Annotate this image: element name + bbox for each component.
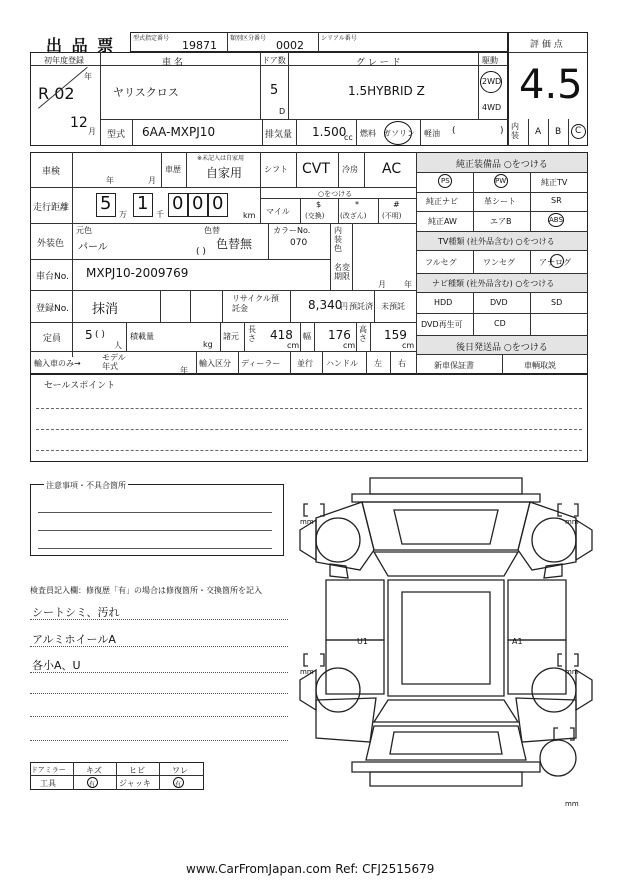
reg-month-unit: 月 [88, 127, 96, 136]
dealer-option: ディーラー [241, 359, 281, 368]
model-year-unit: 年 [180, 366, 188, 375]
navi-sd: SD [551, 298, 563, 307]
recycle-unpaid: 未預託 [381, 302, 405, 311]
legend-tools: 工具 [40, 779, 56, 788]
shift-label: シフト [264, 165, 288, 174]
docs-warranty: 新車保証書 [434, 361, 474, 370]
mile-option: マイル [266, 207, 290, 216]
navi-cd: CD [494, 319, 506, 328]
history-value: 自家用 [206, 166, 243, 180]
capacity-value: 5 [85, 328, 93, 342]
history-note: ※未記入は自家用 [197, 155, 245, 162]
height-unit: cm [402, 341, 415, 350]
navi-hdd: HDD [434, 298, 453, 307]
exterior-color-label: 外装色 [37, 239, 65, 249]
import-class-label: 輸入区分 [199, 359, 231, 368]
tv-title: TV種類 (社外品含む) ○をつける [438, 237, 555, 246]
sales-points-label: セールスポイント [44, 381, 116, 391]
length-value: 418 [270, 328, 293, 342]
drive-4wd: 4WD [482, 103, 502, 112]
name-change-month-unit: 月 [378, 280, 386, 289]
model-value: 6AA-MXPJ10 [142, 125, 216, 139]
capacity-label: 定員 [43, 334, 62, 344]
equipment-title: 純正装備品 ○をつける [456, 160, 548, 170]
mileage-digit-2: 1 [137, 193, 149, 214]
recycle-label: リサイクル預託金 [232, 294, 279, 313]
note-line-3: 各小A、U [32, 659, 81, 672]
load-label: 積載量 [130, 332, 154, 341]
docs-manual: 車輌取説 [524, 361, 556, 370]
note-line-1: シートシミ、汚れ [32, 606, 120, 619]
parallel-option: 並行 [297, 359, 313, 368]
fuel-value: ガソリン [383, 129, 415, 138]
tv-fullseg: フルセグ [425, 258, 457, 267]
equip-ps: PS [441, 177, 450, 185]
legend-crack: ヒビ [129, 766, 145, 775]
unknown-option: (不明) [382, 212, 402, 220]
model-year-label: モデル年式 [102, 353, 126, 371]
reg-year-unit: 年 [84, 72, 92, 81]
fuel-label: 燃料 [360, 129, 376, 138]
equip-sr: SR [551, 196, 562, 205]
mileage-digit-5: 0 [212, 193, 224, 214]
diesel-label: 軽油 [424, 129, 440, 138]
orig-color-value: パール [78, 242, 108, 253]
legend-jack-ari: 有 [175, 781, 182, 788]
height-label: 高さ [359, 325, 367, 343]
capacity-unit: 人 [114, 341, 122, 350]
legend-scratch: キズ [86, 766, 102, 775]
class-label: 類別区分番号 [230, 35, 267, 42]
interior-grade-c: C [575, 126, 582, 136]
color-no-label: カラーNo. [273, 226, 311, 235]
handle-right: 右 [398, 359, 406, 368]
caution-box [30, 484, 284, 556]
registration-label: 登録No. [36, 304, 69, 314]
handle-label: ハンドル [326, 359, 358, 368]
height-value: 159 [384, 328, 407, 342]
capacity-paren: ( ) [95, 330, 105, 340]
mm-label-rr: mm [565, 668, 579, 676]
equip-aw: 純正AW [428, 217, 457, 226]
reg-era-value: R 02 [38, 84, 75, 103]
tv-oneseg: ワンセグ [483, 258, 515, 267]
tamper-option: (改ざん) [340, 212, 367, 220]
chassis-value: MXPJ10-2009769 [86, 266, 189, 280]
interior-grade-b: B [555, 127, 562, 137]
mileage-sen-unit: 千 [156, 210, 164, 219]
footer-watermark: www.CarFromJapan.com Ref: CFJ2515679 [186, 862, 435, 876]
score-label: 評 価 点 [530, 40, 563, 50]
recycle-value: 8,340 [308, 298, 343, 312]
drive-label: 駆動 [482, 56, 498, 65]
equip-tv: 純正TV [541, 178, 568, 187]
legend-tools-ari: 有 [89, 781, 96, 788]
cooling-value: AC [382, 161, 402, 177]
orig-color-label: 元色 [76, 226, 92, 235]
reg-month-value: 12 [70, 115, 88, 131]
mileage-digit-3: 0 [172, 193, 184, 214]
inspection-year-unit: 年 [106, 176, 114, 185]
load-unit: kg [203, 340, 213, 349]
unknown-symbol: # [393, 200, 400, 209]
import-label: 輸入車のみ→ [34, 359, 81, 368]
inspection-month-unit: 月 [148, 176, 156, 185]
doors-suffix: D [279, 107, 286, 116]
interior-grade-a: A [535, 127, 542, 137]
equip-abs: ABS [549, 216, 563, 224]
tv-analog: アナログ [539, 258, 571, 267]
inspector-label: 検査員記入欄：修復歴「有」の場合は修復箇所・交換箇所を記入 [30, 586, 262, 595]
color-no-value: 070 [290, 238, 308, 248]
interior-label: 内装 [511, 122, 519, 140]
score-value: 4.5 [519, 62, 583, 108]
displacement-label: 排気量 [265, 130, 293, 140]
diesel-paren-open: ( [452, 126, 456, 136]
equip-pw: PW [495, 177, 507, 185]
legend-door-mirror: ドアミラー [31, 766, 66, 774]
reg-year-label: 初年度登録 [44, 56, 84, 65]
mileage-mark-note: ○をつける [318, 190, 353, 198]
damage-mark-left-door: U1 [357, 637, 368, 646]
equip-navi: 純正ナビ [426, 197, 458, 206]
navi-dvd-play: DVD再生可 [421, 320, 463, 329]
tamper-symbol: * [355, 200, 359, 209]
dims-label: 諸元 [223, 332, 239, 341]
class-value: 0002 [276, 39, 304, 52]
model-label: 型式 [107, 130, 126, 140]
mm-label-fl: mm [300, 518, 314, 526]
navi-title: ナビ種類 (社外品含む) ○をつける [432, 279, 555, 288]
interior-color-label: 内装色 [334, 226, 342, 253]
chassis-label: 車台No. [36, 272, 69, 282]
length-unit: cm [287, 341, 300, 350]
inspection-label: 車検 [42, 167, 61, 177]
legend-jack: ジャッキ [119, 779, 151, 788]
drive-2wd: 2WD [482, 77, 502, 86]
serial-label: シリアル番号 [321, 35, 357, 42]
mileage-digit-4: 0 [192, 193, 204, 214]
car-name-label: 車 名 [162, 58, 183, 68]
navi-dvd: DVD [490, 298, 508, 307]
damage-mark-right-door: A1 [512, 637, 523, 646]
mileage-digit-1: 5 [100, 193, 112, 214]
width-value: 176 [328, 328, 351, 342]
history-label: 車歴 [165, 165, 181, 174]
caution-label: 注意事項・不具合箇所 [46, 481, 126, 490]
registration-value: 抹消 [92, 302, 119, 317]
recycle-unit: 円 [340, 302, 348, 311]
equip-leather: 革シート [484, 197, 516, 206]
handle-left: 左 [374, 359, 382, 368]
legend-break: ワレ [172, 766, 188, 775]
displacement-unit: cc [344, 133, 353, 142]
shift-value: CVT [302, 161, 330, 177]
recycle-paid: 預託済 [349, 302, 373, 311]
grade-label: グ レ ー ド [356, 58, 401, 68]
type-cert-value: 19871 [182, 39, 217, 52]
grade-value: 1.5HYBRID Z [348, 84, 425, 98]
mileage-km-unit: km [243, 211, 256, 220]
paint-paren: ( ) [196, 247, 206, 257]
paint-value: 色替無 [216, 237, 253, 251]
mileage-label: 走行距離 [33, 203, 70, 213]
swap-symbol: $ [316, 200, 322, 209]
name-change-day-unit: 年 [404, 280, 412, 289]
car-damage-diagram [290, 470, 600, 810]
type-cert-label: 型式指定番号 [133, 35, 170, 42]
mm-label-fr: mm [565, 518, 579, 526]
diesel-paren-close: ) [500, 126, 504, 136]
displacement-value: 1.500 [312, 125, 347, 139]
width-unit: cm [343, 341, 356, 350]
equip-airbag: エアB [490, 217, 512, 226]
name-change-label: 名変期限 [334, 263, 350, 281]
docs-title: 後日発送品 ○をつける [456, 343, 548, 353]
mm-label-spare: mm [565, 800, 579, 808]
paint-label: 色替 [204, 226, 220, 235]
mileage-man-unit: 万 [119, 210, 127, 219]
length-label: 長さ [248, 325, 256, 343]
cooling-label: 冷房 [342, 165, 358, 174]
swap-option: (交換) [305, 212, 325, 220]
car-name-value: ヤリスクロス [113, 86, 179, 99]
page-title: 出 品 票 [46, 36, 116, 55]
doors-label: ドア数 [262, 56, 286, 65]
note-line-2: アルミホイールA [32, 633, 116, 646]
width-label: 幅 [303, 332, 311, 341]
doors-value: 5 [270, 83, 279, 98]
mm-label-rl: mm [300, 668, 314, 676]
